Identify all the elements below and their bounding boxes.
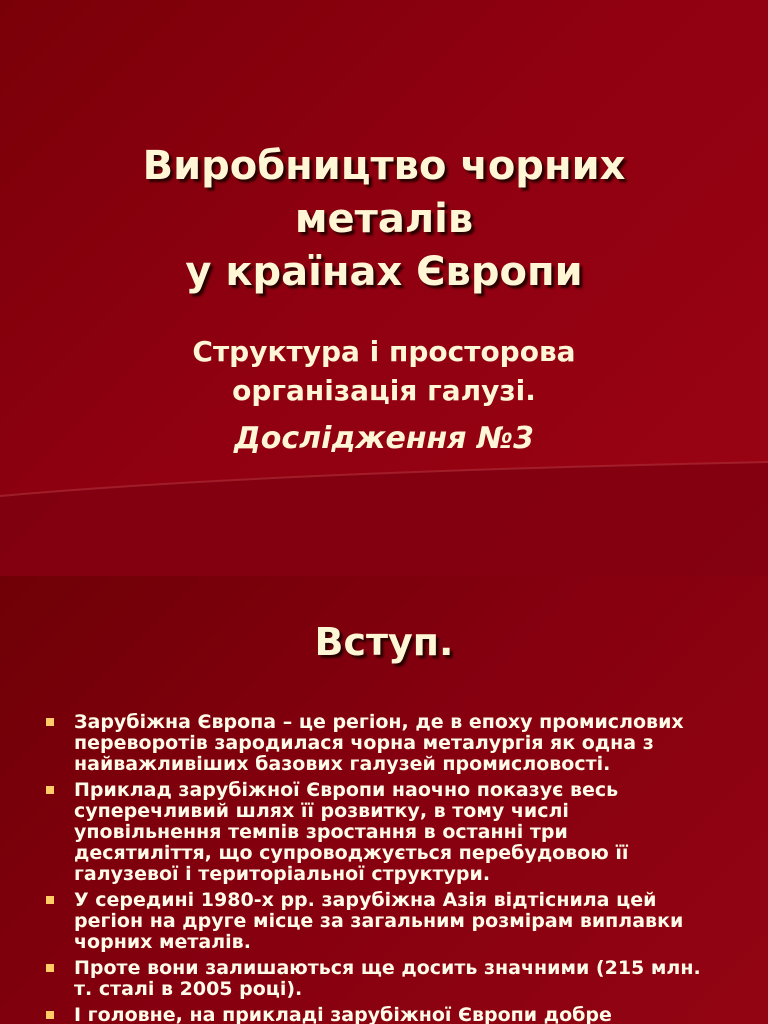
square-bullet-icon (46, 1011, 54, 1019)
bullet-item (46, 890, 746, 953)
bullet-text-line: Зарубіжна Європа – це регіон, де в епоху промислових (74, 711, 684, 733)
bullet-item (46, 958, 746, 1000)
bullet-text-line: Проте вони залишаються ще досить значними (215 млн. (74, 957, 701, 979)
bullet-item (46, 1005, 746, 1024)
bullet-text-line: чорних металів. (74, 931, 251, 953)
square-bullet-icon (46, 896, 54, 904)
bullet-text-line: найважливіших базових галузей промисловості. (74, 753, 611, 775)
intro-slide (0, 576, 768, 1024)
square-bullet-icon (46, 964, 54, 972)
slide-subtitle-line-2: організація галузі. (232, 374, 536, 407)
research-label: Дослідження №3 (234, 421, 534, 456)
bullet-text-line: регіон на друге місце за загальним розмірам виплавки (74, 910, 684, 932)
bullet-text-line: І головне, на прикладі зарубіжної Європи добре (74, 1004, 612, 1024)
bullet-text-line: т. сталі в 2005 році). (74, 978, 303, 1000)
slide-subtitle-line-1: Структура і просторова (192, 335, 576, 368)
bullet-text-line: уповільнення темпів зростання в останні три (74, 821, 568, 843)
bullet-item (46, 712, 746, 775)
bullet-text-line: галузевої і територіальної структури. (74, 863, 491, 885)
square-bullet-icon (46, 718, 54, 726)
bullet-item (46, 780, 746, 885)
slide-title (0, 140, 768, 299)
bullet-text-line: У середині 1980-х рр. зарубіжна Азія відтіснила цей (74, 889, 657, 911)
bullet-text-line: суперечливий шлях її розвитку, в тому числі (74, 800, 569, 822)
square-bullet-icon (46, 786, 54, 794)
bullet-text-line: десятиліття, що супроводжується перебудовою її (74, 842, 629, 864)
slide-title-line-3: у країнах Європи (185, 249, 583, 295)
bullet-text-line: переворотів зародилася чорна металургія як одна з (74, 732, 654, 754)
bullet-text-line: Приклад зарубіжної Європи наочно показує весь (74, 779, 619, 801)
intro-bullet-list (46, 712, 746, 1024)
slide-title-line-2: металів (294, 196, 474, 242)
slide-title-line-1: Виробництво чорних (142, 143, 626, 189)
slide-subtitle (0, 332, 768, 410)
intro-title: Вступ. (314, 620, 454, 664)
